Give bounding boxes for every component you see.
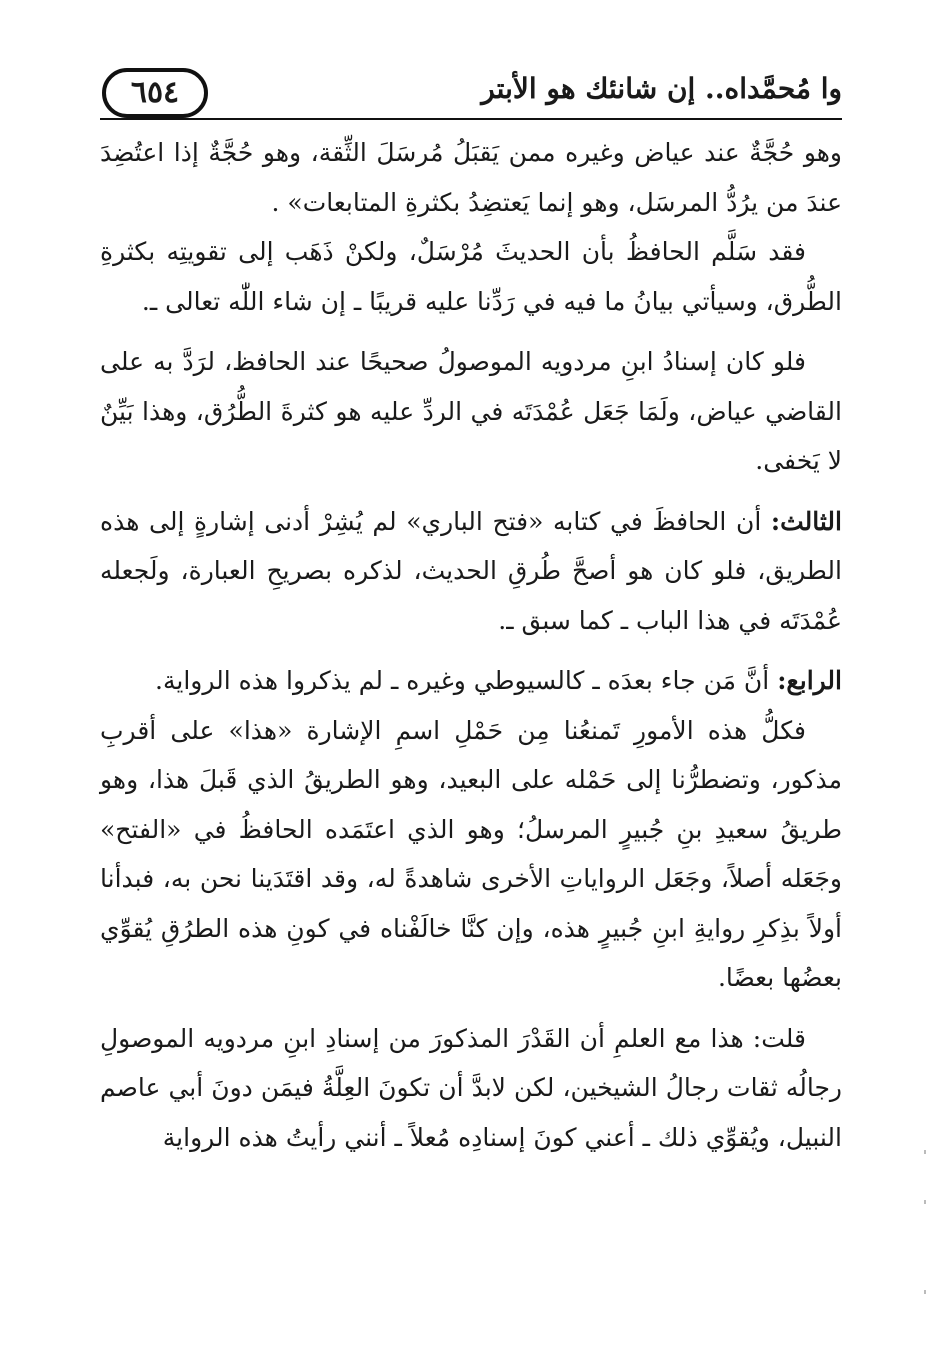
page-number: ٦٥٤: [130, 75, 180, 110]
page-header: [100, 62, 842, 124]
paragraph-lead: الرابع:: [777, 666, 842, 695]
paragraph: [100, 1014, 842, 1163]
scan-speck: [924, 1200, 926, 1204]
paragraph-text: فكلُّ هذه الأمورِ تَمنعُنا مِن حَمْلِ اسمِ الإشارة «هذا» على أقربِ مذكور، وتضطرُّنا إلى حَمْله على البعيد، وهو الطريقُ الذي قَبلَ هذا، وهو طريقُ سعيدِ بنِ جُبيرٍ المرسلُ؛ وهو الذي اعتَمَده الحافظُ في «الفتح» وجَعَله أصلاً، وجَعَل الرواياتِ الأخرى شاهدةً له، وقد اقتَدَينا نحن به، فبدأنا أولاً بذِكرِ روايةِ ابنِ جُبيرٍ هذه، وإن كنَّا خالَفْناه في كونِ هذه الطرُقِ يُقوِّي بعضُها بعضًا.: [100, 715, 842, 992]
paragraph-text: وهو حُجَّةٌ عند عياض وغيره ممن يَقبَلُ مُرسَلَ الثِّقة، وهو حُجَّةٌ إذا اعتُضِدَ عندَ من يرُدُّ المرسَل، وهو إنما يَعتضِدُ بكثرةِ المتابعات» .: [100, 138, 842, 217]
paragraph: [100, 337, 842, 486]
paragraph: [100, 227, 842, 326]
paragraph: [100, 656, 842, 706]
paragraph-text: أنَّ مَن جاء بعدَه ـ كالسيوطي وغيره ـ لم يذكروا هذه الرواية.: [155, 666, 770, 695]
scan-speck: [924, 1150, 926, 1154]
paragraph-text: فلو كان إسنادُ ابنِ مردويه الموصولُ صحيحًا عند الحافظ، لرَدَّ به على القاضي عياض، ولَمَا جَعَل عُمْدَتَه في الردِّ عليه هو كثرةَ الطُّرُق، وهذا بَيِّنٌ لا يَخفى.: [100, 347, 842, 475]
paragraph-text: فقد سَلَّم الحافظُ بأن الحديثَ مُرْسَلٌ، ولكنْ ذَهَب إلى تقويتِه بكثرةِ الطُّرق، وسيأتي بيانُ ما فيه في رَدِّنا عليه قريبًا ـ إن شاء اللّٰه تعالى ـ.: [100, 237, 842, 316]
paragraph-text: أن الحافظَ في كتابه «فتح الباري» لم يُشِرْ أدنى إشارةٍ إلى هذه الطريق، فلو كان هو أصحَّ طُرقِ الحديث، لذكره بصريحِ العبارة، ولَجعله عُمْدَتَه في هذا الباب ـ كما سبق ـ.: [100, 506, 842, 635]
page-body: [100, 128, 842, 1162]
running-title: وا مُحمَّداه.. إن شانئك هو الأبتر: [481, 72, 842, 105]
header-rule: [100, 118, 842, 120]
scan-speck: [924, 1290, 926, 1294]
paragraph-lead: الثالث:: [770, 506, 842, 536]
paragraph: [100, 706, 842, 1003]
page-number-frame: [102, 68, 208, 118]
paragraph-text: قلت: هذا مع العلمِ أن القَدْرَ المذكورَ من إسنادِ ابنِ مردويه الموصولِ رجالُه ثقات رجالُ الشيخين، لكن لابدَّ أن تكونَ العِلَّةُ فيمَن دونَ أبي عاصم النبيل، ويُقوِّي ذلك ـ أعني كونَ إسنادِه مُعلاً ـ أنني رأيتُ هذه الرواية: [100, 1023, 842, 1152]
paragraph: [100, 128, 842, 227]
paragraph: [100, 497, 842, 646]
